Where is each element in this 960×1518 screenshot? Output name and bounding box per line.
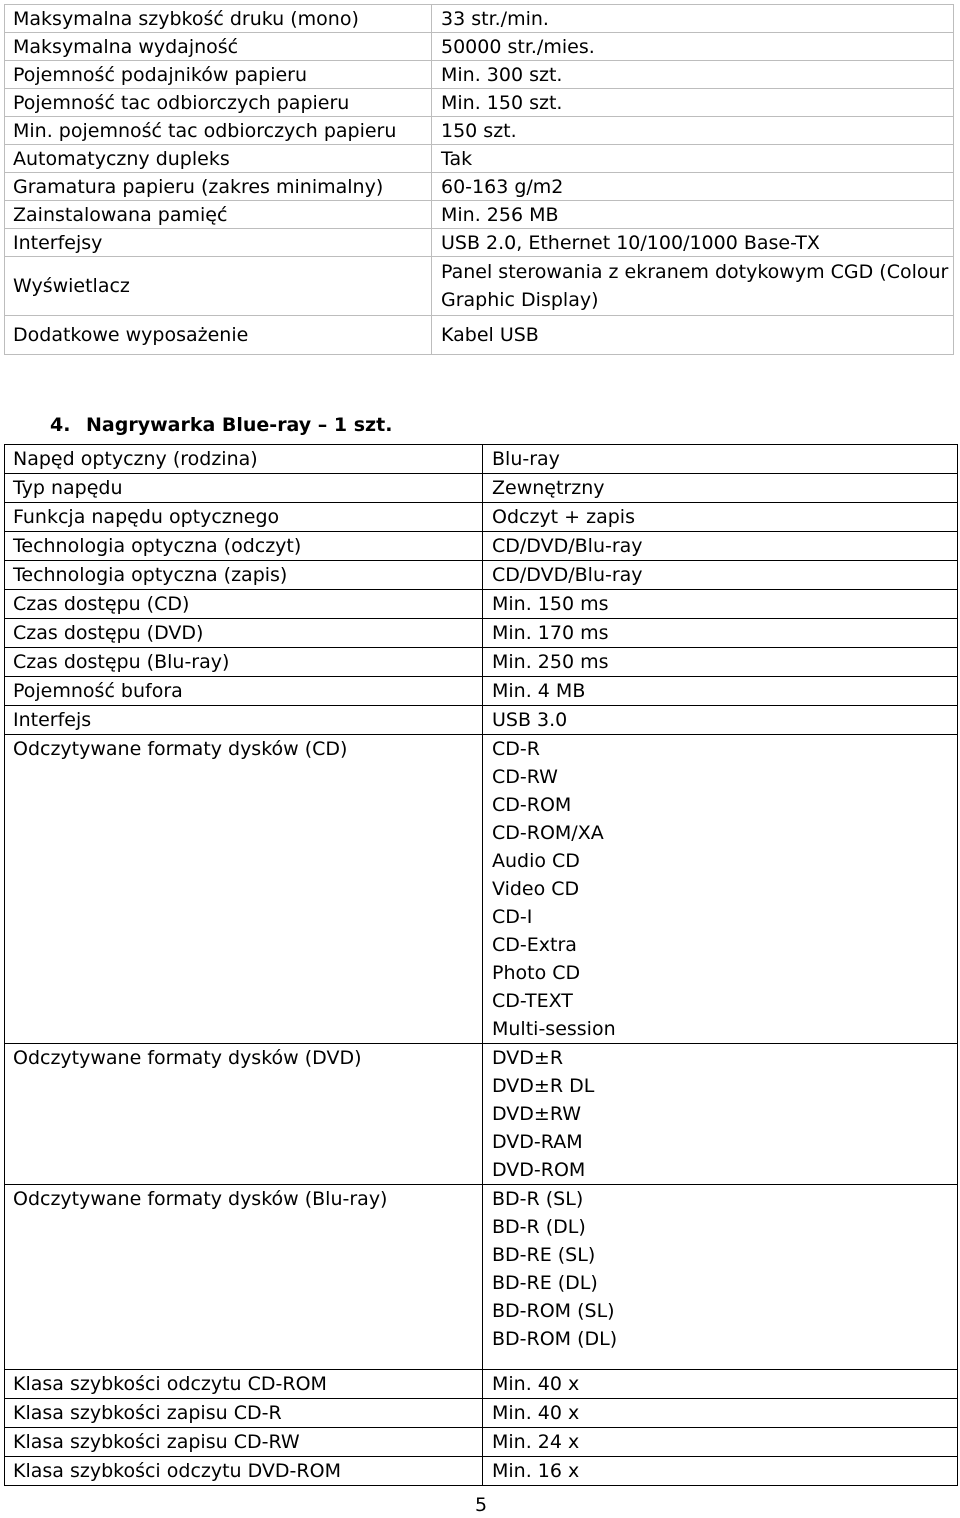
spec-label: Odczytywane formaty dysków (Blu-ray) xyxy=(5,1185,483,1370)
table-row xyxy=(5,201,954,229)
format-item: DVD-RAM xyxy=(492,1131,583,1153)
spec-value: Min. 250 ms xyxy=(483,648,958,677)
table-row xyxy=(5,33,954,61)
table-row xyxy=(5,503,958,532)
format-item: BD-RE (DL) xyxy=(492,1272,598,1294)
table-row xyxy=(5,677,958,706)
format-item: DVD±RW xyxy=(492,1103,582,1125)
spec-value: 50000 str./mies. xyxy=(432,33,954,61)
spec-value: Tak xyxy=(432,145,954,173)
spec-label: Pojemność bufora xyxy=(5,677,483,706)
table-row xyxy=(5,1457,958,1486)
table-row xyxy=(5,648,958,677)
table-row xyxy=(5,445,958,474)
spec-label: Interfejsy xyxy=(5,229,432,257)
printer-spec-table xyxy=(4,4,954,355)
table-row xyxy=(5,706,958,735)
table-row xyxy=(5,173,954,201)
spec-value: Min. 4 MB xyxy=(483,677,958,706)
spec-label: Typ napędu xyxy=(5,474,483,503)
spec-value: 33 str./min. xyxy=(432,5,954,33)
table-row xyxy=(5,532,958,561)
spec-value: Min. 40 x xyxy=(483,1399,958,1428)
format-item: Video CD xyxy=(492,878,580,900)
table-row xyxy=(5,474,958,503)
table-row xyxy=(5,1185,958,1370)
spec-label: Odczytywane formaty dysków (CD) xyxy=(5,735,483,1044)
spec-value: Zewnętrzny xyxy=(483,474,958,503)
format-list xyxy=(483,735,958,1044)
spec-label: Interfejs xyxy=(5,706,483,735)
format-list xyxy=(483,1044,958,1185)
spec-value: USB 2.0, Ethernet 10/100/1000 Base-TX xyxy=(432,229,954,257)
format-item: CD-I xyxy=(492,906,533,928)
table-row xyxy=(5,1399,958,1428)
table-row xyxy=(5,1428,958,1457)
spec-value: Min. 24 x xyxy=(483,1428,958,1457)
format-item: CD-ROM/XA xyxy=(492,822,604,844)
spec-value: Min. 150 ms xyxy=(483,590,958,619)
spec-label: Gramatura papieru (zakres minimalny) xyxy=(5,173,432,201)
spec-value: 60-163 g/m2 xyxy=(432,173,954,201)
format-item: DVD±R DL xyxy=(492,1075,595,1097)
spec-value: Panel sterowania z ekranem dotykowym CGD (Colour Graphic Display) xyxy=(432,257,954,316)
spec-label: Dodatkowe wyposażenie xyxy=(5,316,432,355)
spec-label: Czas dostępu (DVD) xyxy=(5,619,483,648)
format-item: CD-RW xyxy=(492,766,558,788)
section-heading xyxy=(50,414,392,436)
section-title: Nagrywarka Blue-ray – 1 szt. xyxy=(86,414,393,436)
spec-value: USB 3.0 xyxy=(483,706,958,735)
spec-label: Automatyczny dupleks xyxy=(5,145,432,173)
spec-label: Funkcja napędu optycznego xyxy=(5,503,483,532)
format-item: BD-ROM (SL) xyxy=(492,1300,615,1322)
format-item: CD-ROM xyxy=(492,794,572,816)
spec-value: CD/DVD/Blu-ray xyxy=(483,532,958,561)
spec-value: Kabel USB xyxy=(432,316,954,355)
format-item: CD-TEXT xyxy=(492,990,573,1012)
spec-label: Technologia optyczna (odczyt) xyxy=(5,532,483,561)
format-list xyxy=(483,1185,958,1370)
spec-value: Blu-ray xyxy=(483,445,958,474)
format-item: Audio CD xyxy=(492,850,580,872)
table-row xyxy=(5,735,958,1044)
spec-label: Czas dostępu (CD) xyxy=(5,590,483,619)
spec-label: Klasa szybkości zapisu CD-RW xyxy=(5,1428,483,1457)
format-item: BD-RE (SL) xyxy=(492,1244,596,1266)
spec-value: CD/DVD/Blu-ray xyxy=(483,561,958,590)
format-item: BD-ROM (DL) xyxy=(492,1328,618,1350)
spec-label: Klasa szybkości odczytu CD-ROM xyxy=(5,1370,483,1399)
spec-label: Odczytywane formaty dysków (DVD) xyxy=(5,1044,483,1185)
format-item: DVD-ROM xyxy=(492,1159,586,1181)
format-item: DVD±R xyxy=(492,1047,564,1069)
table-row xyxy=(5,1370,958,1399)
page-number: 5 xyxy=(475,1494,488,1516)
table-row xyxy=(5,5,954,33)
format-item: CD-Extra xyxy=(492,934,577,956)
spec-label: Pojemność podajników papieru xyxy=(5,61,432,89)
spec-label: Wyświetlacz xyxy=(5,257,432,316)
spec-label: Technologia optyczna (zapis) xyxy=(5,561,483,590)
spec-label: Pojemność tac odbiorczych papieru xyxy=(5,89,432,117)
table-row xyxy=(5,590,958,619)
format-item: Photo CD xyxy=(492,962,581,984)
spec-label: Min. pojemność tac odbiorczych papieru xyxy=(5,117,432,145)
spec-value: Odczyt + zapis xyxy=(483,503,958,532)
format-item: CD-R xyxy=(492,738,540,760)
table-row xyxy=(5,257,954,316)
bluray-spec-table xyxy=(4,444,958,1486)
format-item: BD-R (SL) xyxy=(492,1188,584,1210)
format-item: BD-R (DL) xyxy=(492,1216,586,1238)
table-row xyxy=(5,1044,958,1185)
spec-label: Maksymalna wydajność xyxy=(5,33,432,61)
table-row xyxy=(5,117,954,145)
format-item: Multi-session xyxy=(492,1018,616,1040)
spec-value: 150 szt. xyxy=(432,117,954,145)
table-row xyxy=(5,619,958,648)
spec-label: Zainstalowana pamięć xyxy=(5,201,432,229)
spec-label: Maksymalna szybkość druku (mono) xyxy=(5,5,432,33)
spec-label: Czas dostępu (Blu-ray) xyxy=(5,648,483,677)
table-row xyxy=(5,61,954,89)
spec-value: Min. 16 x xyxy=(483,1457,958,1486)
spec-label: Napęd optyczny (rodzina) xyxy=(5,445,483,474)
table-row xyxy=(5,145,954,173)
spec-value: Min. 40 x xyxy=(483,1370,958,1399)
table-row xyxy=(5,561,958,590)
spec-label: Klasa szybkości odczytu DVD-ROM xyxy=(5,1457,483,1486)
table-row xyxy=(5,229,954,257)
spec-value: Min. 300 szt. xyxy=(432,61,954,89)
spec-value: Min. 150 szt. xyxy=(432,89,954,117)
section-number: 4. xyxy=(50,414,71,436)
spec-value: Min. 170 ms xyxy=(483,619,958,648)
table-row xyxy=(5,89,954,117)
spec-label: Klasa szybkości zapisu CD-R xyxy=(5,1399,483,1428)
spec-value: Min. 256 MB xyxy=(432,201,954,229)
table-row xyxy=(5,316,954,355)
